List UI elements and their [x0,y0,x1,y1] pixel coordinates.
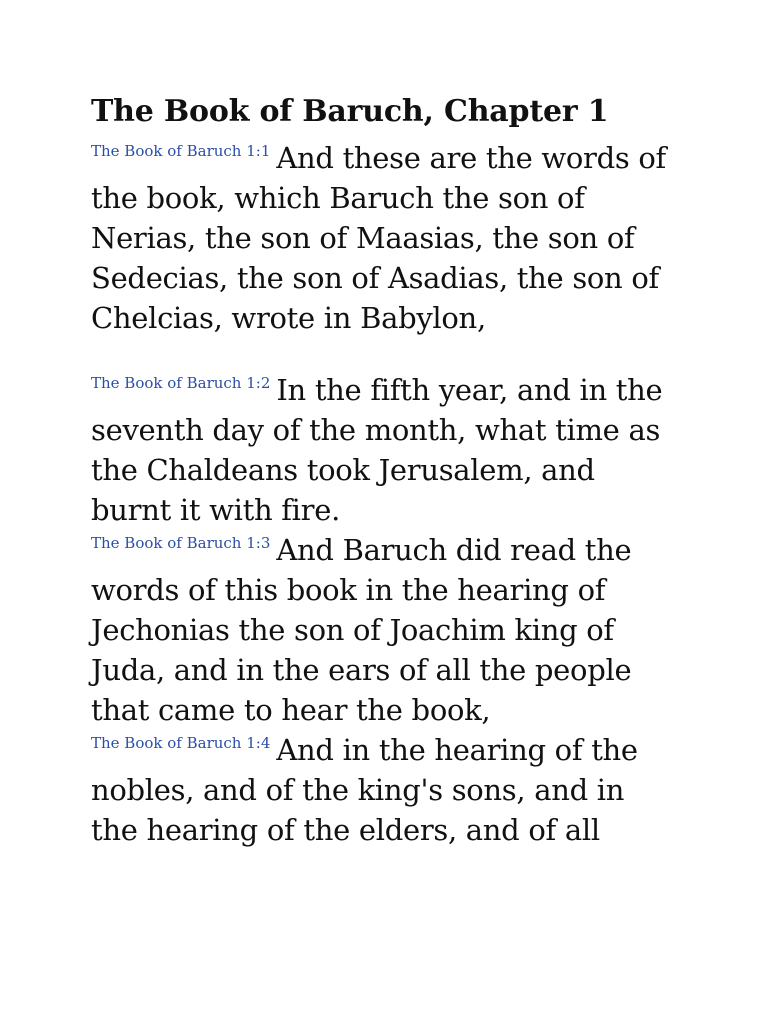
chapter-title: The Book of Baruch, Chapter 1 [91,94,609,129]
verse-text: And Baruch did read the words of this book in the hearing of Jechonias the son of Joachim king of Juda, and in the ears of all the people that came to hear the book, [91,533,632,727]
verse-text: And these are the words of the book, which Baruch the son of Nerias, the son of Maasias, the son of Sedecias, the son of Asadias, the son of Chelcias, wrote in Babylon, [91,141,666,335]
verse-ref-link[interactable]: The Book of Baruch 1:1 [91,142,271,160]
verse-1 [91,138,678,338]
verse-ref-link[interactable]: The Book of Baruch 1:2 [91,374,271,392]
verse-text: And in the hearing of the nobles, and of the king's sons, and in the hearing of the elders, and of all [91,733,638,847]
verse-2 [91,370,678,530]
verse-ref-link[interactable]: The Book of Baruch 1:4 [91,734,271,752]
verse-4 [91,730,678,850]
verse-ref-link[interactable]: The Book of Baruch 1:3 [91,534,271,552]
verse-text: In the fifth year, and in the seventh day of the month, what time as the Chaldeans took Jerusalem, and burnt it with fire. [91,373,663,527]
verse-3 [91,530,678,730]
verse-spacer [91,338,678,370]
